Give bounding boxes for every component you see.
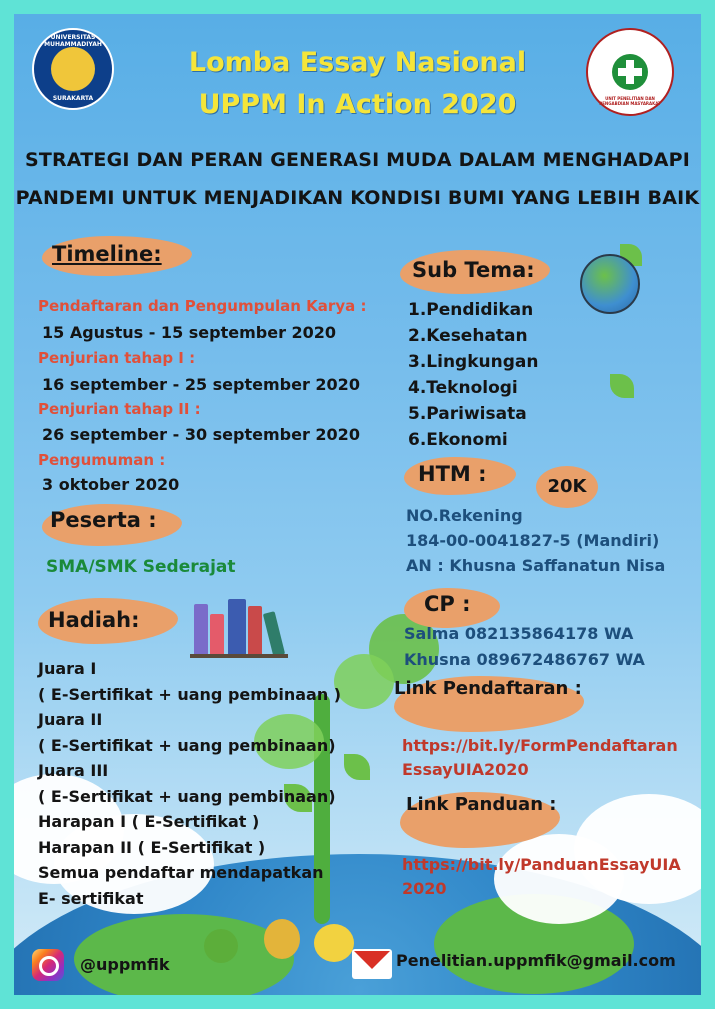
title-line2: UPPM In Action 2020	[198, 89, 517, 120]
timeline-label: Pengumuman :	[38, 451, 166, 469]
sub-tema-item: 6.Ekonomi	[408, 430, 508, 450]
book	[210, 614, 224, 656]
timeline-date: 15 Agustus - 15 september 2020	[42, 323, 337, 342]
peserta-heading: Peserta :	[50, 508, 157, 532]
cp-heading: CP :	[424, 592, 471, 616]
small-tree	[314, 924, 354, 962]
timeline-label: Pendaftaran dan Pengumpulan Karya :	[38, 297, 367, 315]
cp-contact: Salma 082135864178 WA	[404, 624, 634, 643]
timeline-label: Penjurian tahap I :	[38, 349, 196, 367]
peserta-value: SMA/SMK Sederajat	[46, 557, 236, 577]
hadiah-heading: Hadiah:	[48, 608, 140, 632]
book	[228, 599, 246, 656]
timeline-date: 26 september - 30 september 2020	[42, 425, 360, 444]
sub-tema-item: 1.Pendidikan	[408, 300, 534, 320]
gmail-envelope-flap	[354, 951, 390, 969]
sub-tema-item: 2.Kesehatan	[408, 326, 528, 346]
small-tree	[264, 919, 300, 959]
leaf	[610, 374, 634, 398]
hadiah-line: E- sertifikat	[38, 888, 144, 908]
book	[194, 604, 208, 656]
ums-logo-text-bottom: SURAKARTA	[52, 95, 94, 102]
theme-line1: STRATEGI DAN PERAN GENERASI MUDA DALAM MENGHADAPI	[24, 149, 691, 171]
link-panduan-heading: Link Panduan :	[406, 794, 557, 815]
leaf	[344, 754, 370, 780]
timeline-label: Penjurian tahap II :	[38, 400, 201, 418]
hadiah-line: Juara II	[38, 710, 103, 729]
sub-tema-item: 3.Lingkungan	[408, 352, 539, 372]
link-pendaftaran-line1[interactable]: https://bit.ly/FormPendaftaran	[402, 736, 678, 755]
link-panduan-url[interactable]	[402, 855, 681, 898]
hadiah-line: Harapan II ( E-Sertifikat )	[38, 837, 266, 857]
book	[248, 606, 262, 656]
hadiah-line: ( E-Sertifikat + uang pembinaan)	[38, 735, 336, 755]
htm-heading: HTM :	[418, 462, 487, 486]
globe-mascot-icon	[580, 254, 640, 314]
uppm-logo-text: UNIT PENELITIAN DAN PENGABDIAN MASYARAKAT	[599, 96, 661, 106]
cp-contact: Khusna 089672486767 WA	[404, 650, 645, 669]
timeline-date: 3 oktober 2020	[42, 475, 180, 494]
sub-tema-item: 4.Teknologi	[408, 378, 518, 398]
hadiah-line: Harapan I ( E-Sertifikat )	[38, 812, 260, 831]
rekening-label: NO.Rekening	[406, 506, 523, 525]
book	[263, 611, 285, 657]
small-tree	[204, 929, 238, 963]
price-value: 20K	[547, 476, 587, 497]
title-line1: Lomba Essay Nasional	[188, 47, 527, 78]
hadiah-line: Semua pendaftar mendapatkan	[38, 863, 324, 882]
link-pendaftaran-line2[interactable]: EssayUIA2020	[402, 760, 529, 779]
rekening-number: 184-00-0041827-5 (Mandiri)	[406, 531, 660, 550]
timeline-date: 16 september - 25 september 2020	[42, 375, 360, 394]
account-name: AN : Khusna Saffanatun Nisa	[406, 556, 666, 575]
hadiah-line: ( E-Sertifikat + uang pembinaan)	[38, 786, 336, 806]
sub-tema-item: 5.Pariwisata	[408, 404, 527, 424]
ums-logo-text-top: UNIVERSITAS MUHAMMADIYAH	[44, 34, 102, 48]
instagram-handle[interactable]: @uppmfik	[80, 955, 170, 974]
theme-line2: PANDEMI UNTUK MENJADIKAN KONDISI BUMI YANG LEBIH BAIK	[15, 187, 700, 209]
hadiah-list	[38, 656, 341, 911]
poster	[14, 14, 701, 995]
gmail-icon	[352, 949, 392, 979]
hadiah-line: ( E-Sertifikat + uang pembinaan )	[38, 684, 342, 704]
timeline-heading: Timeline:	[52, 242, 162, 266]
tree-crown	[334, 654, 394, 709]
link-pendaftaran-heading: Link Pendaftaran :	[394, 678, 582, 699]
instagram-lens	[39, 956, 59, 976]
link-pendaftaran-url[interactable]	[402, 736, 678, 779]
sub-tema-heading: Sub Tema:	[412, 258, 535, 282]
link-panduan-line2[interactable]: 2020	[402, 879, 447, 898]
link-panduan-line1[interactable]: https://bit.ly/PanduanEssayUIA	[402, 855, 681, 874]
hadiah-line: Juara I	[38, 659, 97, 678]
sub-tema-list	[408, 297, 538, 453]
email-address[interactable]: Penelitian.uppmfik@gmail.com	[396, 951, 676, 970]
instagram-icon	[32, 949, 64, 981]
hadiah-line: Juara III	[38, 761, 109, 780]
